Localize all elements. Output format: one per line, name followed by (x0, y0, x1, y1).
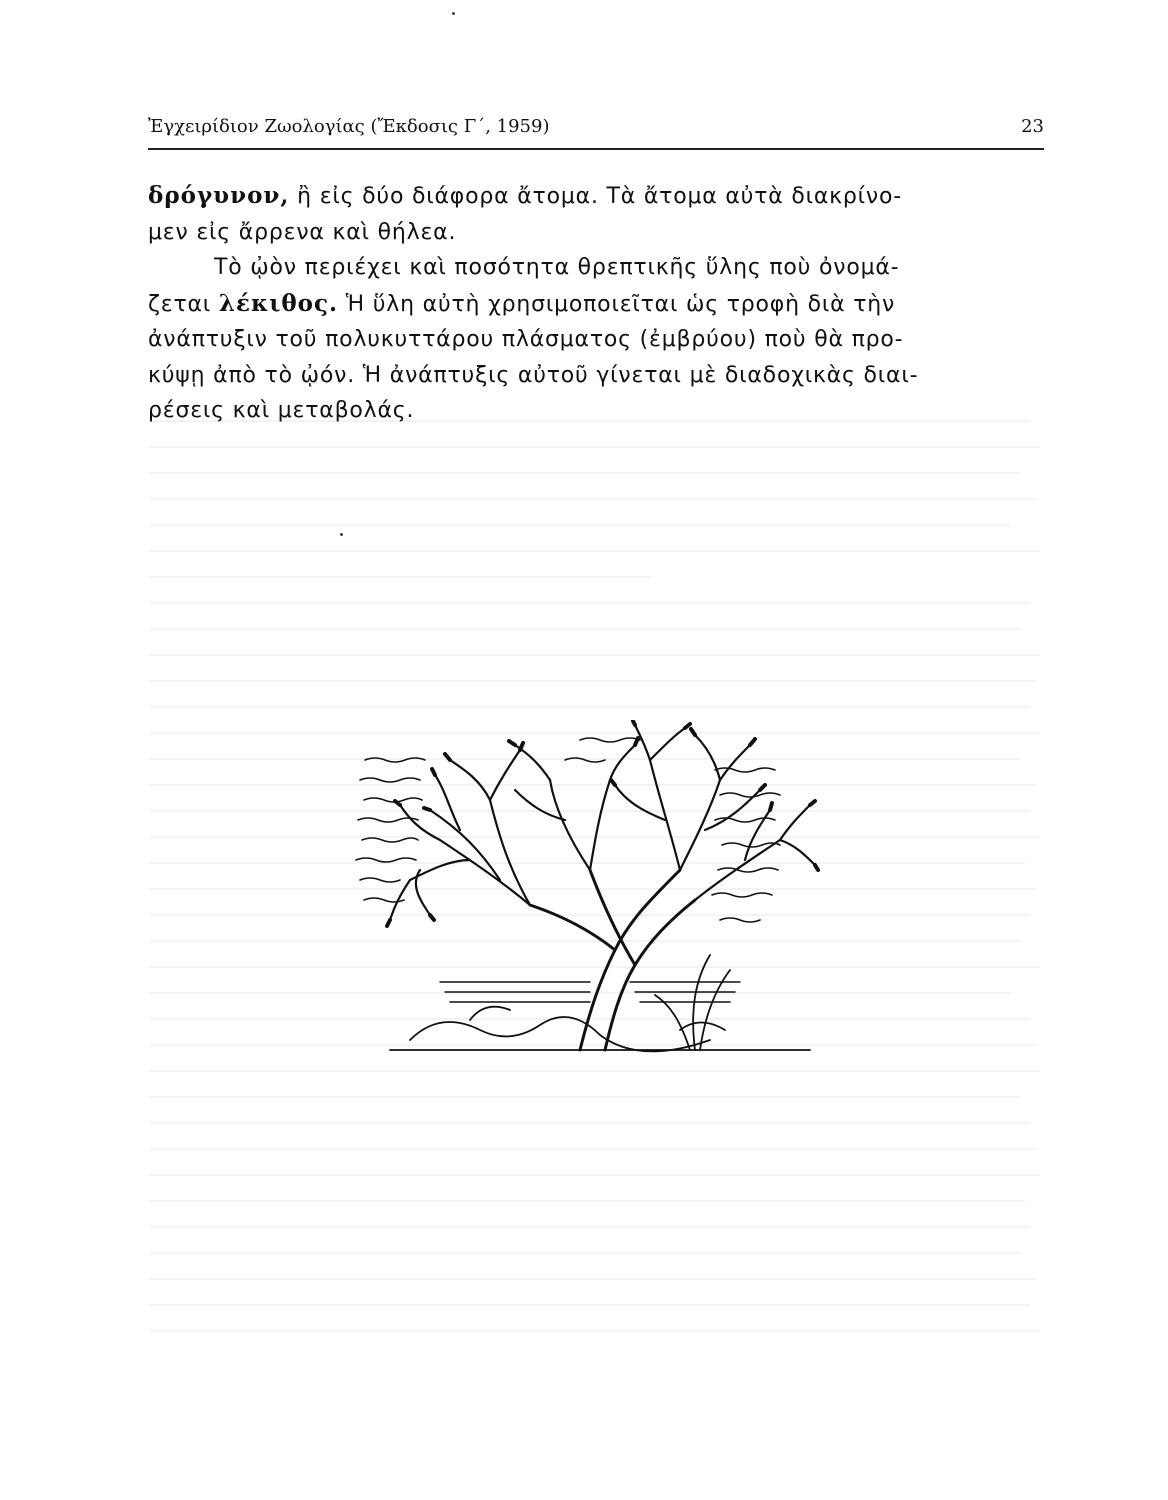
text-line: ἀνάπτυξιν τοῦ πολυκυττάρου πλάσματος (ἐμβρύου) ποὺ θὰ προ- (148, 327, 904, 352)
coral-drawing (350, 720, 820, 1060)
coral-branches-right (615, 725, 815, 900)
text-line: ζεται (148, 291, 219, 317)
text-line: ἢ εἰς δύο διάφορα ἄτομα. Τὰ ἄτομα αὐτὰ διακρίνο- (289, 184, 903, 209)
header-rule (148, 148, 1044, 150)
water-strokes-left (356, 758, 425, 902)
coral-trunk (530, 870, 695, 1050)
text-line: Ἡ ὕλη αὐτὴ χρησιμοποιεῖται ὡς τροφὴ διὰ τὴν (338, 291, 896, 317)
bold-term: δρόγυνον, (148, 182, 290, 209)
paragraph-2 (148, 250, 1044, 429)
bold-term: λέκιθος. (218, 289, 339, 317)
page-number: 23 (1021, 116, 1044, 137)
coral-illustration (350, 720, 820, 1060)
running-header (148, 116, 1044, 137)
dust-speck (452, 12, 455, 15)
paragraph-1 (148, 178, 1044, 250)
running-title: Ἐγχειρίδιον Ζωολογίας (Ἔκδοσις Γ΄, 1959) (148, 116, 550, 137)
text-line: μεν εἰς ἄρρενα καὶ θήλεα. (148, 219, 457, 245)
rocks (390, 1007, 810, 1052)
text-line: ρέσεις καὶ μεταβολάς. (148, 398, 415, 423)
text-line: κύψῃ ἀπὸ τὸ ᾠόν. Ἡ ἀνάπτυξις αὐτοῦ γίνεται μὲ διαδοχικὰς διαι- (148, 362, 919, 388)
text-line: Τὸ ᾠὸν περιέχει καὶ ποσότητα θρεπτικῆς ὕλης ποὺ ὀνομά- (214, 255, 900, 280)
dust-speck (340, 533, 343, 536)
body-text (148, 178, 1044, 429)
